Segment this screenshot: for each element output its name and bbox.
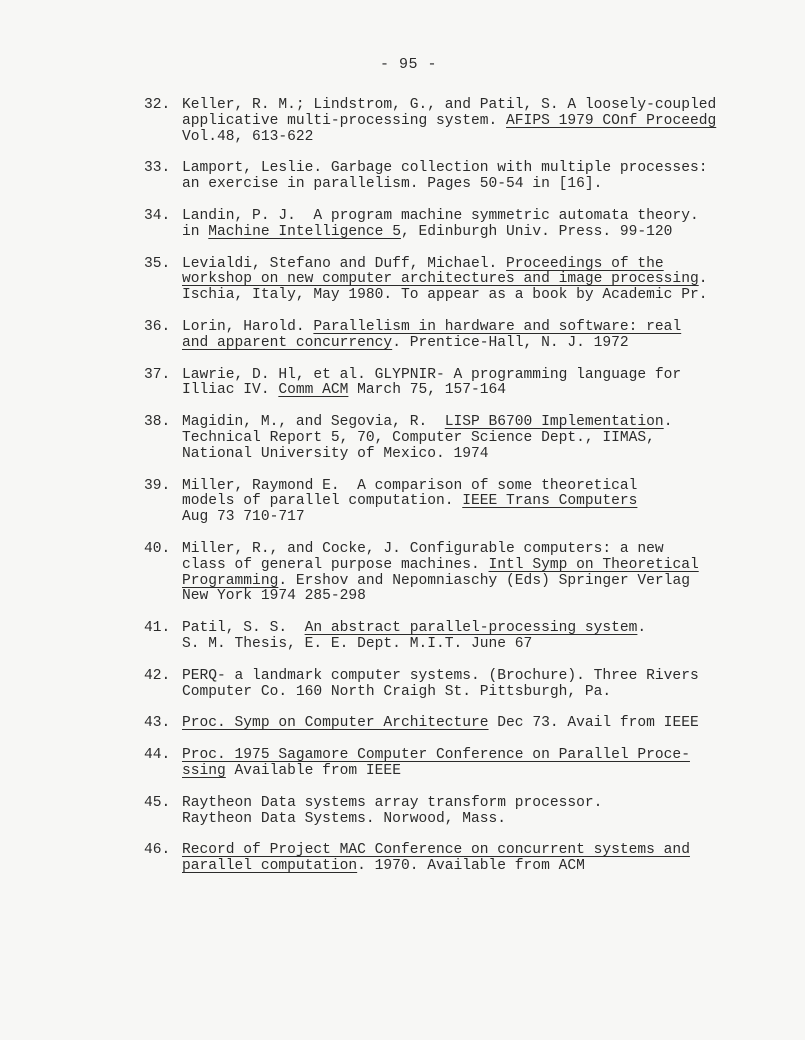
reference-line <box>182 320 784 336</box>
reference-line <box>182 225 784 241</box>
reference-text <box>182 209 784 241</box>
reference-line <box>182 415 784 431</box>
page-number: - 95 - <box>380 56 438 73</box>
reference-text <box>182 669 784 701</box>
reference-item <box>144 748 784 780</box>
reference-item <box>144 669 784 701</box>
underlined-title: Parallelism in hardware and software: real <box>313 318 682 335</box>
reference-text <box>182 843 784 875</box>
reference-list <box>144 98 784 875</box>
reference-number: 46. <box>144 842 171 859</box>
reference-line <box>182 859 784 875</box>
reference-segment: Lorin, Harold. <box>182 318 314 335</box>
reference-line <box>182 209 784 225</box>
reference-item <box>144 368 784 400</box>
reference-line <box>182 494 784 510</box>
reference-segment: . <box>637 620 647 637</box>
reference-line <box>182 130 784 146</box>
underlined-title: Proceedings of the <box>506 255 664 272</box>
underlined-title: workshop on new computer architectures and image processing <box>182 271 699 288</box>
reference-segment: , Edinburgh Univ. Press. 99-120 <box>400 223 673 240</box>
reference-segment: . <box>698 271 708 288</box>
reference-segment: models of parallel computation. <box>182 493 463 510</box>
reference-line <box>182 161 784 177</box>
reference-segment: Computer Co. 160 North Craigh St. Pittsburgh, Pa. <box>182 683 612 700</box>
reference-text <box>182 320 784 352</box>
reference-line <box>182 114 784 130</box>
underlined-title: Comm ACM <box>278 382 349 399</box>
reference-segment: Illiac IV. <box>182 382 279 399</box>
underlined-title: Intl Symp on Theoretical <box>488 556 699 573</box>
reference-line <box>182 558 784 574</box>
reference-item <box>144 542 784 605</box>
reference-segment: Levialdi, Stefano and Duff, Michael. <box>182 255 507 272</box>
reference-segment: March 75, 157-164 <box>348 382 507 399</box>
reference-text <box>182 716 784 732</box>
reference-text <box>182 479 784 526</box>
reference-number: 36. <box>144 318 171 335</box>
reference-segment: Aug 73 710-717 <box>182 509 305 526</box>
underlined-title: Proc. Symp on Computer Architecture <box>182 715 489 732</box>
reference-segment: Magidin, M., and Segovia, R. <box>182 414 445 431</box>
reference-segment: Patil, S. S. <box>182 620 305 637</box>
reference-line <box>182 843 784 859</box>
reference-segment: Ischia, Italy, May 1980. To appear as a book by Academic Pr. <box>182 287 708 304</box>
reference-line <box>182 669 784 685</box>
reference-item <box>144 320 784 352</box>
reference-item <box>144 621 784 653</box>
reference-number: 44. <box>144 747 171 764</box>
reference-line <box>182 510 784 526</box>
reference-segment: Dec 73. Avail from IEEE <box>488 715 699 732</box>
underlined-title: Record of Project MAC Conference on concurrent systems and <box>182 842 690 859</box>
reference-segment: Landin, P. J. A program machine symmetric automata theory. <box>182 207 699 224</box>
reference-segment: . 1970. Available from ACM <box>357 858 585 875</box>
reference-item <box>144 716 784 732</box>
underlined-title: and apparent concurrency <box>182 334 393 351</box>
reference-number: 34. <box>144 207 171 224</box>
reference-segment: Raytheon Data systems array transform processor. <box>182 794 603 811</box>
reference-line <box>182 716 784 732</box>
reference-text <box>182 748 784 780</box>
reference-line <box>182 257 784 273</box>
reference-item <box>144 257 784 304</box>
reference-line <box>182 589 784 605</box>
reference-segment: applicative multi-processing system. <box>182 112 507 129</box>
reference-segment: . Prentice-Hall, N. J. 1972 <box>392 334 629 351</box>
reference-number: 32. <box>144 97 171 113</box>
underlined-title: parallel computation <box>182 858 358 875</box>
reference-segment: Vol.48, 613-622 <box>182 128 314 145</box>
reference-item <box>144 479 784 526</box>
reference-segment: an exercise in parallelism. Pages 50-54 in [16]. <box>182 176 603 193</box>
reference-line <box>182 98 784 114</box>
underlined-title: IEEE Trans Computers <box>462 493 638 510</box>
reference-item <box>144 415 784 462</box>
reference-line <box>182 542 784 558</box>
reference-segment: . <box>663 414 673 431</box>
reference-line <box>182 383 784 399</box>
reference-text <box>182 621 784 653</box>
reference-text <box>182 796 784 828</box>
underlined-title: Programming <box>182 572 279 589</box>
reference-segment: Lamport, Leslie. Garbage collection with multiple processes: <box>182 160 708 177</box>
reference-line <box>182 764 784 780</box>
reference-item <box>144 161 784 193</box>
reference-text <box>182 98 784 145</box>
reference-line <box>182 574 784 590</box>
reference-line <box>182 272 784 288</box>
reference-segment: Miller, Raymond E. A comparison of some theoretical <box>182 477 638 494</box>
reference-segment: Raytheon Data Systems. Norwood, Mass. <box>182 810 507 827</box>
reference-line <box>182 796 784 812</box>
reference-segment: Keller, R. M.; Lindstrom, G., and Patil, S. A loosely-coupled <box>182 97 717 113</box>
reference-line <box>182 431 784 447</box>
underlined-title: AFIPS 1979 COnf Proceedg <box>506 112 717 129</box>
reference-line <box>182 685 784 701</box>
reference-number: 42. <box>144 667 171 684</box>
reference-segment: Technical Report 5, 70, Computer Science Dept., IIMAS, <box>182 429 655 446</box>
reference-segment: Miller, R., and Cocke, J. Configurable computers: a new <box>182 540 664 557</box>
underlined-title: Proc. 1975 Sagamore Computer Conference on Parallel Proce- <box>182 747 690 764</box>
reference-text <box>182 368 784 400</box>
reference-line <box>182 621 784 637</box>
reference-number: 35. <box>144 255 171 272</box>
reference-segment: Available from IEEE <box>225 762 401 779</box>
reference-line <box>182 368 784 384</box>
reference-item <box>144 796 784 828</box>
reference-number: 40. <box>144 540 171 557</box>
reference-item <box>144 98 784 145</box>
reference-line <box>182 479 784 495</box>
reference-segment: in <box>182 223 209 240</box>
reference-segment: . Ershov and Nepomniaschy (Eds) Springer Verlag <box>278 572 690 589</box>
reference-number: 43. <box>144 715 171 732</box>
underlined-title: An abstract parallel-processing system <box>304 620 638 637</box>
reference-line <box>182 812 784 828</box>
reference-segment: New York 1974 285-298 <box>182 588 366 605</box>
reference-text <box>182 161 784 193</box>
reference-text <box>182 257 784 304</box>
reference-number: 45. <box>144 794 171 811</box>
reference-line <box>182 447 784 463</box>
reference-text <box>182 415 784 462</box>
reference-number: 38. <box>144 414 171 431</box>
reference-number: 39. <box>144 477 171 494</box>
reference-line <box>182 288 784 304</box>
reference-segment: Lawrie, D. Hl, et al. GLYPNIR- A programming language for <box>182 366 682 383</box>
reference-segment: S. M. Thesis, E. E. Dept. M.I.T. June 67 <box>182 635 533 652</box>
reference-segment: PERQ- a landmark computer systems. (Brochure). Three Rivers <box>182 667 699 684</box>
underlined-title: LISP B6700 Implementation <box>444 414 664 431</box>
reference-item <box>144 843 784 875</box>
reference-number: 37. <box>144 366 171 383</box>
reference-item <box>144 209 784 241</box>
reference-line <box>182 748 784 764</box>
reference-number: 41. <box>144 620 171 637</box>
reference-number: 33. <box>144 160 171 177</box>
reference-line <box>182 637 784 653</box>
reference-line <box>182 177 784 193</box>
reference-segment: National University of Mexico. 1974 <box>182 445 489 462</box>
reference-text <box>182 542 784 605</box>
reference-line <box>182 336 784 352</box>
underlined-title: ssing <box>182 762 226 779</box>
reference-segment: class of general purpose machines. <box>182 556 489 573</box>
underlined-title: Machine Intelligence 5 <box>208 223 401 240</box>
